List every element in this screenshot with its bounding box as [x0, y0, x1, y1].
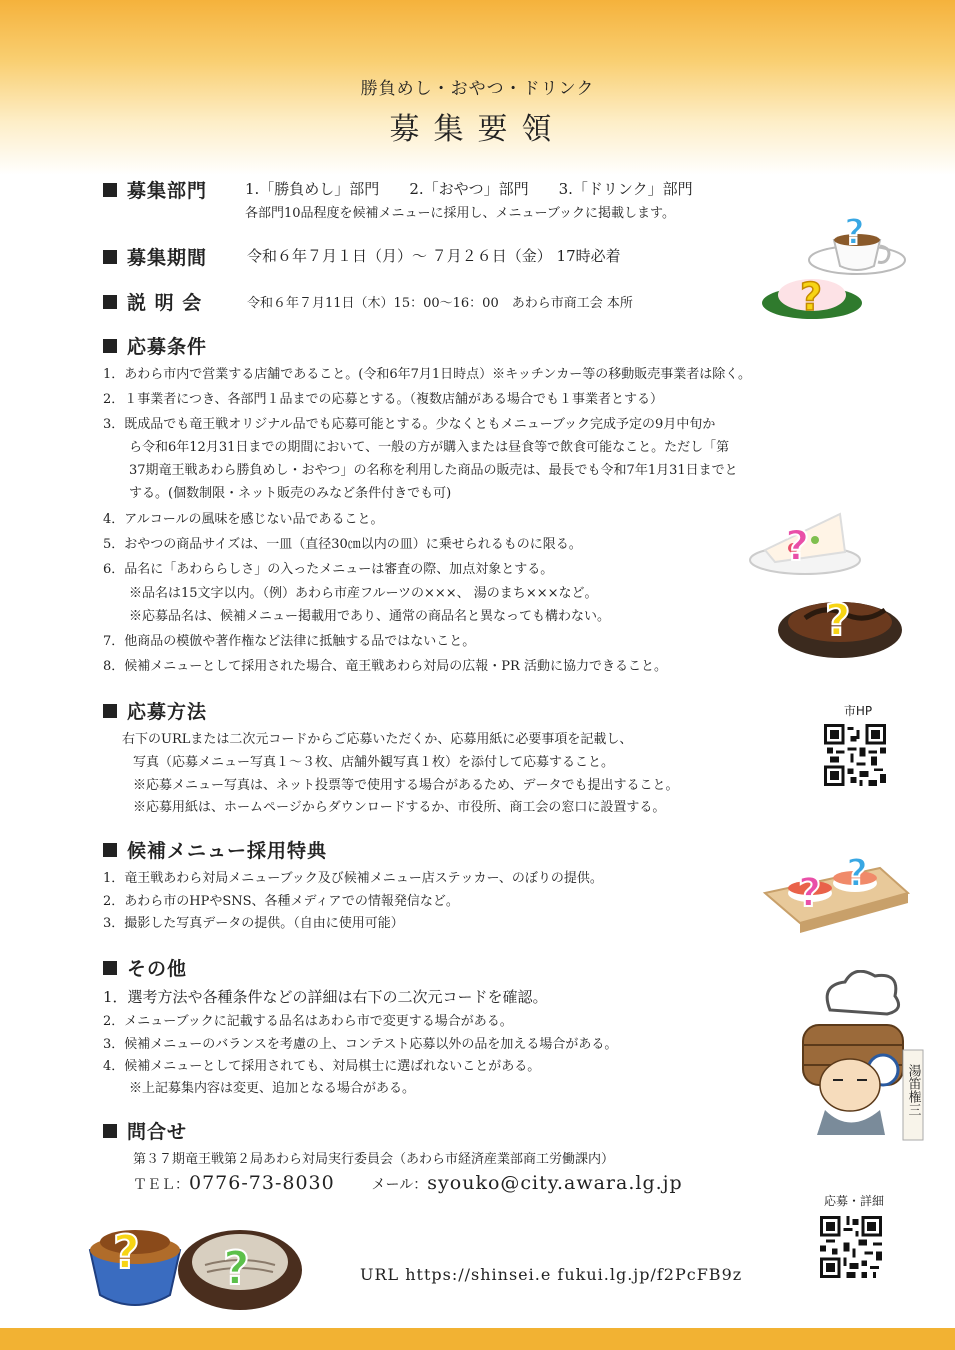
bullet-square-icon [103, 339, 117, 353]
sushi-illustration [760, 838, 910, 938]
bullet-square-icon [103, 961, 117, 975]
method-line: 右下のURLまたは二次元コードからご応募いただくか、応募用紙に必要事項を記載し、 [122, 732, 633, 747]
mascot-illustration [785, 970, 950, 1150]
page-subtitle: 勝負めし・おやつ・ドリンク [360, 79, 595, 99]
method-line: ※応募用紙は、ホームページからダウンロードするか、市役所、商工会の窓口に設置する。 [133, 800, 666, 815]
section-heading-contact: 問合せ [103, 1117, 187, 1144]
condition-line: 4．アルコールの風味を感じない品であること。 [103, 512, 384, 527]
condition-line: 8．候補メニューとして採用された場合、竜王戦あわら対局の広報・PR 活動に協力できること。 [103, 659, 667, 674]
benefit-line: 2．あわら市のHPやSNS、各種メディアでの情報発信など。 [103, 894, 459, 909]
department-list: 1.「勝負めし」部門 2.「おやつ」部門 3.「ドリンク」部門 [245, 180, 693, 198]
question-mark-icon: ? [798, 870, 822, 916]
question-mark-icon: ? [113, 1225, 140, 1279]
mascot-name-label: 湯笛権三 [905, 1064, 921, 1116]
bullet-square-icon [103, 704, 117, 718]
condition-line: する。(個数制限・ネット販売のみなど条件付きでも可) [103, 486, 452, 501]
bullet-square-icon [103, 1124, 117, 1138]
condition-line: ※応募品名は、候補メニュー掲載用であり、通常の商品名と異なっても構わない。 [103, 609, 611, 624]
tel-label: ＴＥＬ： [133, 1177, 189, 1193]
other-line: 3．候補メニューのバランスを考慮の上、コンテスト応募以外の品を加える場合がある。 [103, 1037, 618, 1052]
condition-line: 1．あわら市内で営業する店舗であること。(令和6年7月1日時点）※キッチンカー等の移動販売事業者は除く。 [103, 367, 751, 382]
condition-line: 2．１事業者につき、各部門１品までの応募とする。（複数店舗がある場合でも１事業者とする） [103, 392, 663, 407]
question-mark-icon: ? [846, 851, 869, 895]
bullet-square-icon [103, 843, 117, 857]
mail-address[interactable]: syouko@city.awara.lg.jp [427, 1172, 683, 1194]
qr-code-city-hp[interactable] [824, 724, 886, 790]
benefit-line: 3．撮影した写真データの提供。（自由に使用可能） [103, 916, 404, 931]
footer-bar [0, 1328, 955, 1350]
qr-label-application: 応募・詳細 [823, 1194, 884, 1208]
section-heading-conditions: 応募条件 [103, 332, 207, 359]
section-heading-benefits: 候補メニュー採用特典 [103, 836, 327, 863]
section-heading-other: その他 [103, 954, 187, 981]
condition-line: ※品名は15文字以内。（例）あわら市産フルーツの×××、 湯のまち×××など。 [103, 586, 598, 601]
briefing-text: 令和６年７月11日（木）15：00～16：00 あわら市商工会 本所 [247, 296, 633, 311]
condition-line: 5．おやつの商品サイズは、一皿（直径30㎝以内の皿）に乗せられるものに限る。 [103, 537, 582, 552]
qr-label-city-hp: 市HP [843, 704, 873, 718]
question-mark-icon: ? [785, 521, 810, 570]
qr-code-application[interactable] [820, 1216, 882, 1282]
method-line: ※応募メニュー写真は、ネット投票等で使用する場合があるため、データでも提出すること。 [133, 778, 679, 793]
condition-line: 6．品名に「あわららしさ」の入ったメニューは審査の際、加点対象とする。 [103, 562, 554, 577]
condition-line: 37期竜王戦あわら勝負めし・おやつ」の名称を利用した商品の販売は、最長でも令和7年1月31日までと [103, 463, 738, 478]
tel-number: 0776-73-8030 [189, 1172, 335, 1194]
question-mark-icon: ? [844, 212, 865, 253]
section-heading-briefing: 説 明 会 [103, 288, 202, 315]
bullet-square-icon [103, 295, 117, 309]
mail-label: メール： [371, 1177, 428, 1193]
other-line: 2．メニューブックに記載する品名はあわら市で変更する場合がある。 [103, 1014, 513, 1029]
section-heading-method: 応募方法 [103, 697, 207, 724]
question-mark-icon: ? [800, 275, 823, 319]
application-url[interactable]: URL https://shinsei.e fukui.lg.jp/f2PcFB9z [360, 1265, 743, 1284]
bullet-square-icon [103, 183, 117, 197]
condition-line: 7．他商品の模倣や著作権など法律に抵触する品ではないこと。 [103, 634, 476, 649]
section-heading-department: 募集部門 [103, 176, 207, 203]
method-line: 写真（応募メニュー写真１～３枚、店舗外観写真１枚）を添付して応募すること。 [133, 755, 615, 770]
bullet-square-icon [103, 250, 117, 264]
period-text: 令和６年７月１日（月）～ ７月２６日（金） 17時必着 [247, 247, 621, 265]
other-line: ※上記募集内容は変更、追加となる場合がある。 [103, 1081, 416, 1096]
contact-org: 第３７期竜王戦第２局あわら対局実行委員会（あわら市経済産業部商工労働課内） [133, 1152, 615, 1167]
condition-line: ら令和6年12月31日までの期間において、一般の方が購入または昼食等で飲食可能なこと。ただし「第 [103, 440, 730, 455]
other-line: 1．選考方法や各種条件などの詳細は右下の二次元コードを確認。 [103, 988, 548, 1006]
contact-line [133, 1172, 683, 1194]
condition-line: 3．既成品でも竜王戦オリジナル品でも応募可能とする。少なくともメニューブック完成予定の9月中旬か [103, 417, 716, 432]
drink-and-mochi-illustration [762, 200, 912, 330]
benefit-line: 1．竜王戦あわら対局メニューブック及び候補メニュー店ステッカー、のぼりの提供。 [103, 871, 603, 886]
question-mark-icon: ? [223, 1241, 250, 1295]
page-title: 募集要領 [389, 112, 566, 147]
section-heading-period: 募集期間 [103, 243, 207, 270]
question-mark-icon: ? [825, 595, 851, 646]
other-line: 4．候補メニューとして採用されても、対局棋士に選ばれないことがある。 [103, 1059, 541, 1074]
bowl-and-soba-illustration [85, 1210, 315, 1320]
sandwich-and-steak-illustration [745, 500, 910, 670]
department-note: 各部門10品程度を候補メニューに採用し、メニューブックに掲載します。 [245, 206, 675, 221]
